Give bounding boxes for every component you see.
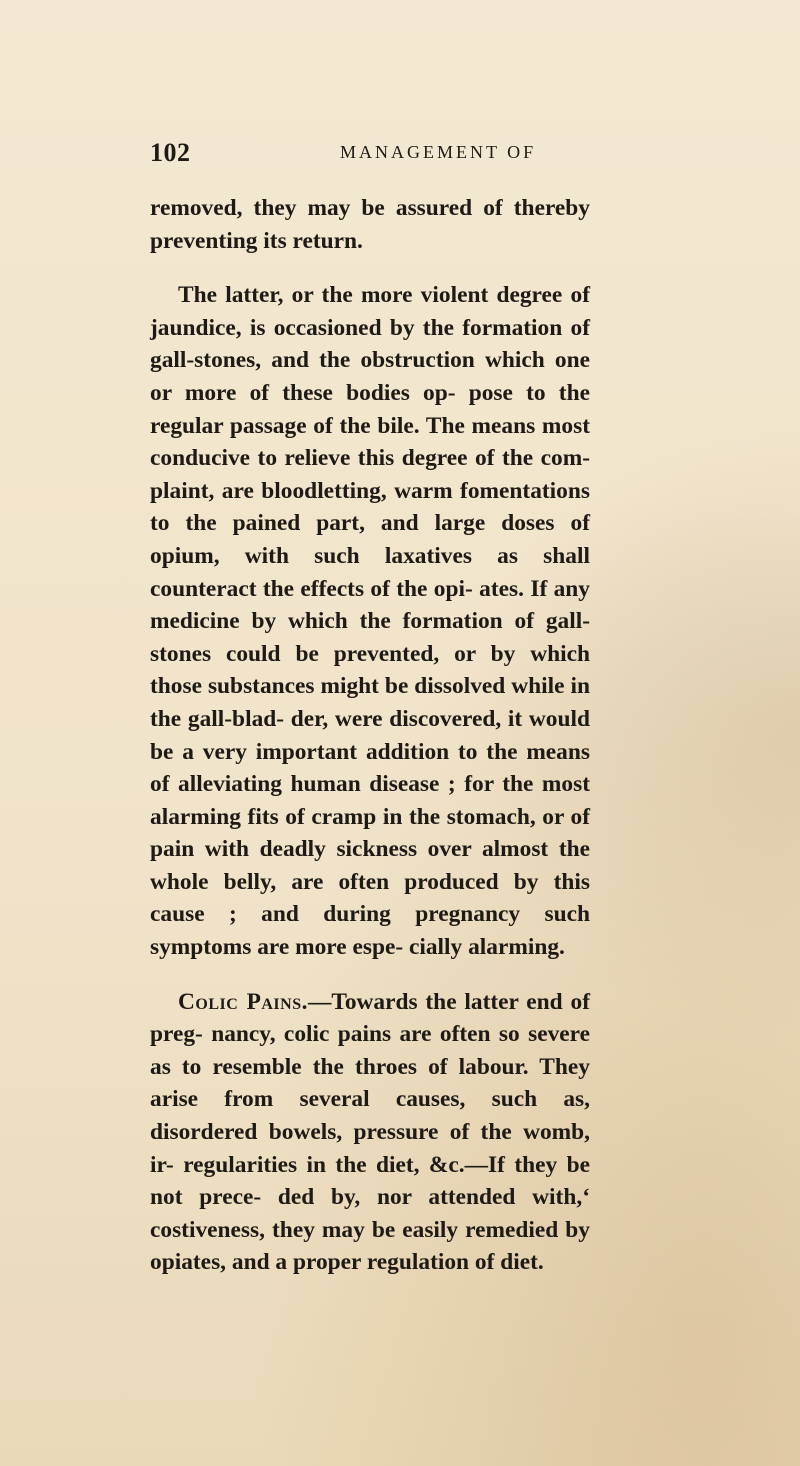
paragraph-jaundice: The latter, or the more violent degree of jaundice, is occasioned by the formation of gall-stones, and the obstruction which one or more of these bodies op- pose to the regular passage of the bile. The means most conducive to relieve this degree of the com- plaint, are bloodletting, warm fomentations to the pained part, and large doses of opium, with such laxatives as shall counteract the effects of the opi- ates. If any medicine by which the formation of gall-stones could be prevented, or by which those substances might be dissolved while in the gall-blad- der, were discovered, it would be a very important addition to the means of alleviating human disease ; for the most alarming fits of cramp in the stomach, or of pain with deadly sickness over almost the whole belly, are often produced by this cause ; and during pregnancy such symptoms are more espe- cially alarming.	[150, 282, 590, 961]
paragraph-colic-body: —Towards the latter end of preg- nancy, colic pains are often so severe as to resemble the throes of labour. They arise from several causes, such as, disordered bowels, pressure of the womb, ir- regularities in the diet, &c.—If they be not prece- ded by, nor attended with,‘ costiveness, they may be easily remedied by opiates, and a proper regulation of diet.	[150, 988, 590, 1276]
page-header	[150, 138, 580, 172]
section-heading-colic-pains: Colic Pains.	[178, 988, 308, 1015]
paragraph-1: removed, they may be assured of thereby preventing its return.	[150, 195, 590, 254]
page-number: 102	[150, 138, 191, 167]
running-head: MANAGEMENT OF	[340, 142, 537, 162]
paragraph-colic-pains	[150, 986, 590, 1279]
body-text	[150, 192, 590, 1301]
